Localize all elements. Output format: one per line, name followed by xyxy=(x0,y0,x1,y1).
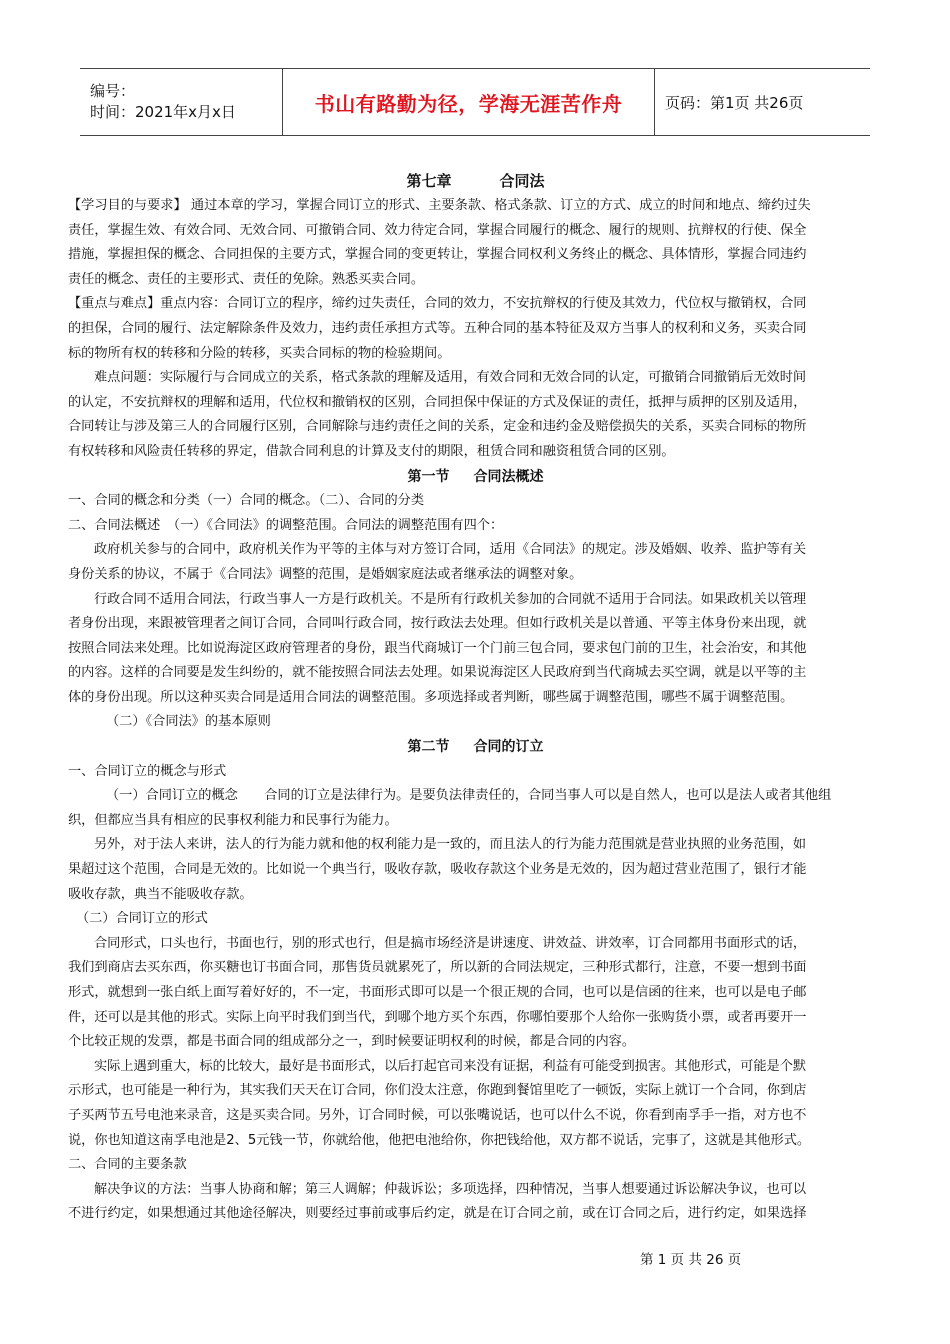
chapter-name: 合同法 xyxy=(499,172,545,190)
paragraph-line: 【学习目的与要求】 通过本章的学习，掌握合同订立的形式、主要条款、格式条款、订立的方式、成立的时间和地点、缔约过失 xyxy=(68,198,811,213)
section-number: 第一节 xyxy=(407,468,450,485)
paragraph-line: 合同形式，口头也行，书面也行，别的形式也行，但是搞市场经济是讲速度、讲效益、讲效率，订合同都用书面形式的话， xyxy=(94,935,807,951)
paragraph-line: 个比较正规的发票，都是书面合同的组成部分之一，到时候要证明权利的时候，都是合同的内容。 xyxy=(68,1034,636,1050)
paragraph-line: 果超过这个范围，合同是无效的。比如说一个典当行，吸收存款，吸收存款这个业务是无效的，因为超过营业范围了，银行才能 xyxy=(68,862,807,878)
paragraph-line: 的担保，合同的履行、法定解除条件及效力，违约责任承担方式等。五种合同的基本特征及双方当事人的权利和义务，买卖合同 xyxy=(68,320,807,336)
paragraph-line: 二、合同的主要条款 xyxy=(68,1157,187,1173)
chapter-number: 第七章 xyxy=(406,172,452,190)
paragraph-line: 身份关系的协议，不属于《合同法》调整的范围，是婚姻家庭法或者继承法的调整对象。 xyxy=(68,566,583,582)
header-meta xyxy=(80,69,283,135)
paragraph-line: 政府机关参与的合同中，政府机关作为平等的主体与对方签订合同，适用《合同法》的规定。涉及婚姻、收养、监护等有关 xyxy=(94,542,807,558)
section-number: 第二节 xyxy=(407,739,450,756)
header-slogan: 书山有路勤为径，学海无涯苦作舟 xyxy=(314,91,623,116)
paragraph-line: 措施，掌握担保的概念、合同担保的主要方式，掌握合同的变更转让，掌握合同权利义务终止的概念、具体情形，掌握合同违约 xyxy=(68,247,807,263)
paragraph-line: 示形式，也可能是一种行为，其实我们天天在订合同，你们没太注意，你跑到餐馆里吃了一顿饭，实际上就订一个合同，你到店 xyxy=(68,1083,807,1099)
section-title xyxy=(68,465,883,490)
document-time-label: 时间：2021年x月x日 xyxy=(90,103,236,121)
paragraph-line: （二）《合同法》的基本原则 xyxy=(106,714,271,730)
paragraph-line: 形式，就想到一张白纸上面写着好好的，不一定，书面形式即可以是一个很正规的合同，也可以是信函的往来，也可以是电子邮 xyxy=(68,985,807,1000)
paragraph-line: 有权转移和风险责任转移的界定，借款合同利息的计算及支付的期限，租赁合同和融资租赁合同的区别。 xyxy=(68,443,675,459)
paragraph-line: 合同转让与涉及第三人的合同履行区别，合同解除与违约责任之间的关系，定金和违约金及赔偿损失的关系，买卖合同标的物所 xyxy=(68,419,807,435)
page-footer: 第 1 页 共 26 页 xyxy=(640,1252,742,1268)
paragraph-line: 体的身份出现。所以这种买卖合同是适用合同法的调整范围。多项选择或者判断，哪些属于调整范围，哪些不属于调整范围。 xyxy=(68,689,794,705)
header-slogan-cell xyxy=(283,69,655,135)
document-number-label: 编号： xyxy=(90,82,136,100)
section-title xyxy=(68,735,883,760)
paragraph-line: 按照合同法来处理。比如说海淀区政府管理者的身份，跟当代商城订一个门前三包合同，要求包门前的卫生，社会治安，和其他 xyxy=(68,640,807,656)
chapter-title xyxy=(68,168,883,194)
paragraph-line: 子买两节五号电池来录音，这是买卖合同。另外，订合同时候，可以张嘴说话，也可以什么不说，你看到南孚手一指，对方也不 xyxy=(68,1107,807,1123)
paragraph-line: 难点问题：实际履行与合同成立的关系，格式条款的理解及适用，有效合同和无效合同的认定，可撤销合同撤销后无效时间 xyxy=(94,370,807,386)
paragraph-line: 责任的概念、责任的主要形式、责任的免除。熟悉买卖合同。 xyxy=(68,271,425,287)
page-header xyxy=(80,68,870,136)
header-page-cell xyxy=(655,69,870,135)
paragraph-line: 一、合同订立的概念与形式 xyxy=(68,763,227,779)
document-body xyxy=(68,168,883,1227)
paragraph-line: 者身份出现，来跟被管理者之间订合同，合同叫行政合同，按行政法去处理。但如行政机关是以普通、平等主体身份来出现，就 xyxy=(68,616,807,632)
paragraph-line: （二）合同订立的形式 xyxy=(76,911,208,927)
paragraph-line: 实际上遇到重大，标的比较大，最好是书面形式，以后打起官司来没有证据，利益有可能受到损害。其他形式，可能是个默 xyxy=(94,1058,807,1074)
paragraph-line: 的内容。这样的合同要是发生纠纷的，就不能按照合同法去处理。如果说海淀区人民政府到当代商城去买空调，就是以平等的主 xyxy=(68,665,807,681)
paragraph-line: 【重点与难点】重点内容：合同订立的程序，缔约过失责任，合同的效力，不安抗辩权的行使及其效力，代位权与撤销权，合同 xyxy=(68,296,807,312)
paragraph-line: 另外，对于法人来讲，法人的行为能力就和他的权利能力是一致的，而且法人的行为能力范围就是营业执照的业务范围，如 xyxy=(94,837,807,853)
paragraph-line: 行政合同不适用合同法，行政当事人一方是行政机关。不是所有行政机关参加的合同就不适用于合同法。如果政机关以管理 xyxy=(94,591,807,607)
paragraph-line: 一、合同的概念和分类（一）合同的概念。（二）、合同的分类 xyxy=(68,493,425,509)
paragraph-line: 的认定，不安抗辩权的理解和适用，代位权和撤销权的区别，合同担保中保证的方式及保证的责任，抵押与质押的区别及适用， xyxy=(68,394,807,410)
paragraph-line: 解决争议的方法：当事人协商和解；第三人调解；仲裁诉讼；多项选择，四种情况，当事人想要通过诉讼解决争议，也可以 xyxy=(94,1181,807,1197)
paragraph-line: 责任，掌握生效、有效合同、无效合同、可撤销合同、效力待定合同，掌握合同履行的概念、履行的规则、抗辩权的行使、保全 xyxy=(68,222,807,238)
paragraph-line: （一）合同订立的概念 合同的订立是法律行为。是要负法律责任的，合同当事人可以是自然人，也可以是法人或者其他组 xyxy=(106,788,832,804)
paragraph-line: 不进行约定，如果想通过其他途径解决，则要经过事前或事后约定，就是在订合同之前，或在订合同之后，进行约定，如果选择 xyxy=(68,1206,807,1222)
section-name: 合同的订立 xyxy=(473,739,544,756)
paragraph-line: 织，但都应当具有相应的民事权利能力和民事行为能力。 xyxy=(68,812,398,828)
paragraph-line: 二、合同法概述 （一）《合同法》的调整范围。合同法的调整范围有四个： xyxy=(68,517,504,533)
paragraph-line: 标的物所有权的转移和分险的转移，买卖合同标的物的检验期间。 xyxy=(68,345,451,361)
paragraph-line: 我们到商店去买东西，你买糖也订书面合同，那售货员就累死了，所以新的合同法规定，三种形式都行，注意，不要一想到书面 xyxy=(68,960,807,976)
paragraph-line: 件，还可以是其他的形式。实际上向平时我们到当代，到哪个地方买个东西，你哪怕要那个人给你一张购货小票，或者再要开一 xyxy=(68,1009,807,1025)
section-name: 合同法概述 xyxy=(473,468,544,485)
paragraph-line: 说，你也知道这南孚电池是2、5元钱一节，你就给他，他把电池给你，你把钱给他，双方都不说话，完事了，这就是其他形式。 xyxy=(68,1132,811,1148)
paragraph-line: 吸收存款，典当不能吸收存款。 xyxy=(68,886,253,902)
header-page-label: 页码：第1页 共26页 xyxy=(665,93,804,112)
